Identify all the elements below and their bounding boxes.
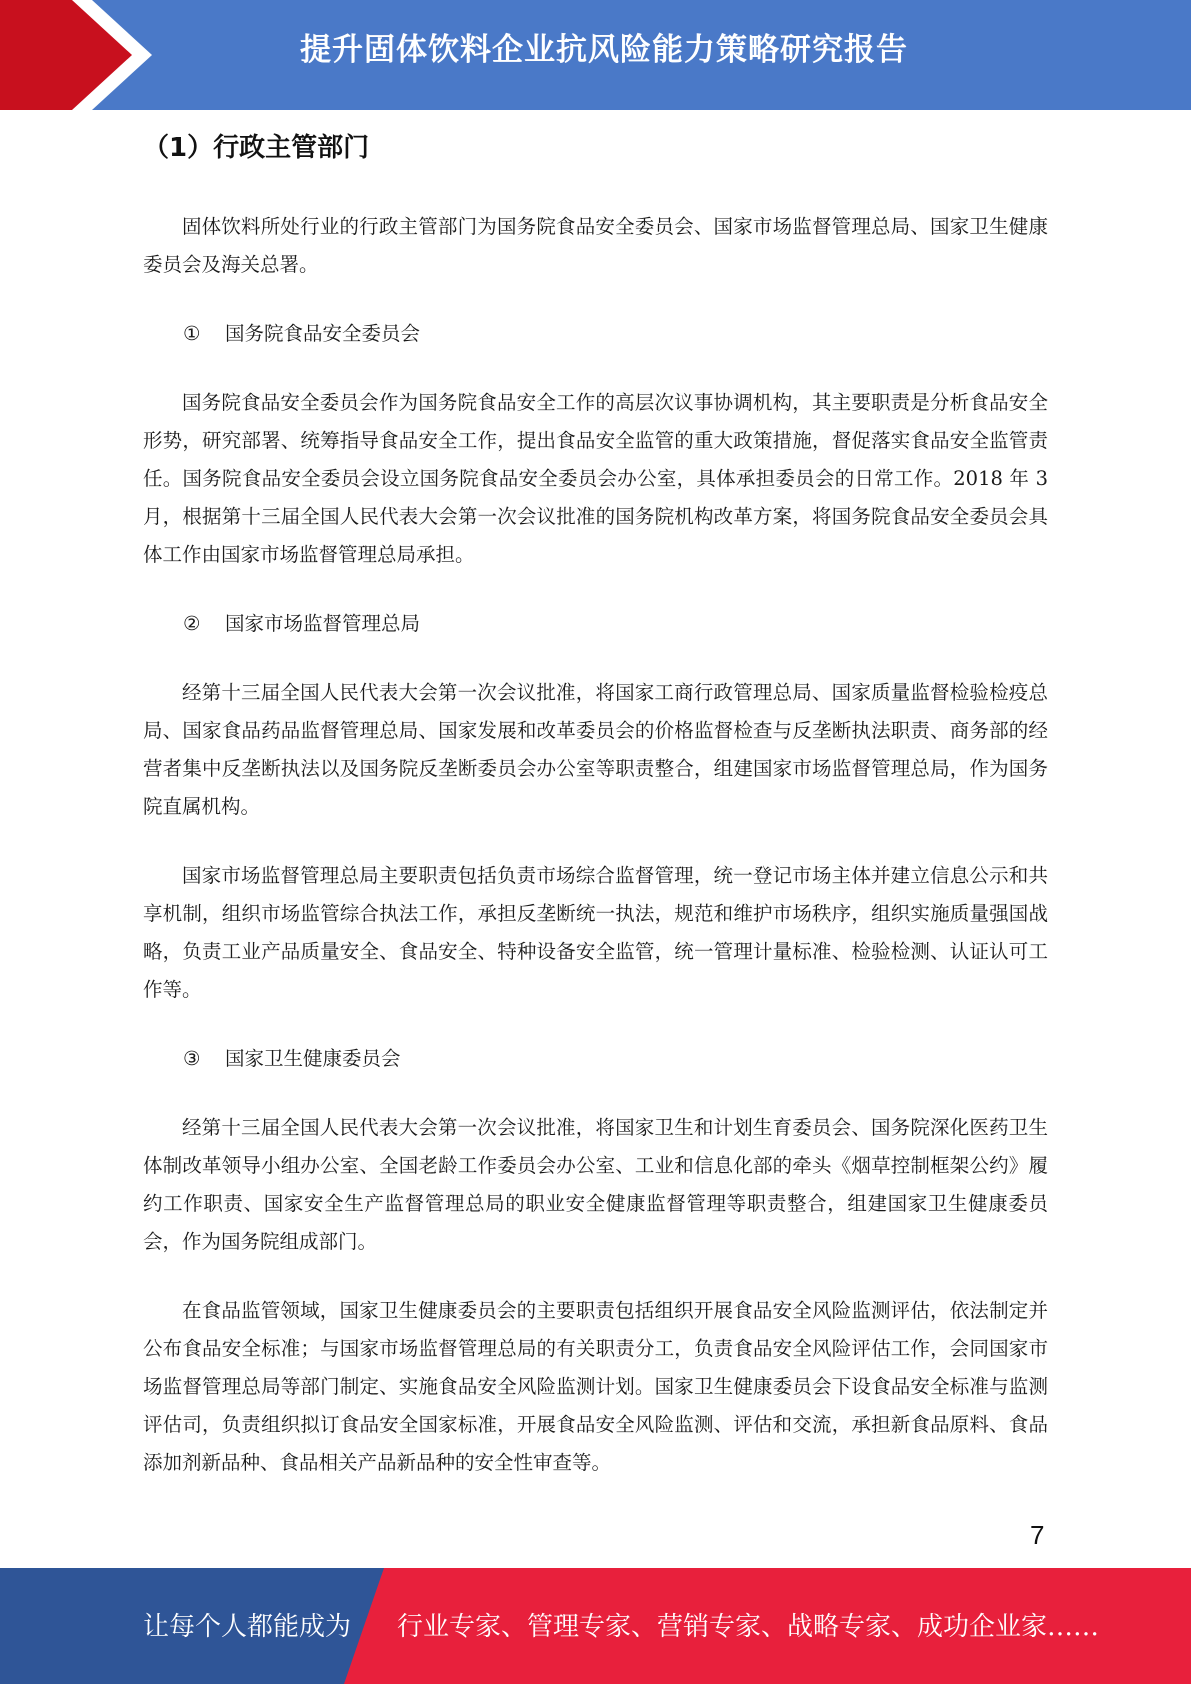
paragraph-nhc-duties: 在食品监管领域，国家卫生健康委员会的主要职责包括组织开展食品安全风险监测评估，依法制定并公布食品安全标准；与国家市场监督管理总局的有关职责分工，负责食品安全风险评估工作，会同国家市场监督管理总局等部门制定、实施食品安全风险监测计划。国家卫生健康委员会下设食品安全标准与监测评估司，负责组织拟订食品安全国家标准，开展食品安全风险监测、评估和交流，承担新食品原料、食品添加剂新品种、食品相关产品新品种的安全性审查等。 bbox=[143, 1299, 1048, 1474]
subheading-samr bbox=[143, 605, 1048, 643]
document-body bbox=[143, 128, 1048, 1513]
footer-slogan-left: 让每个人都能成为 bbox=[143, 1612, 352, 1642]
circled-number-2: ② bbox=[183, 612, 201, 635]
report-title: 提升固体饮料企业抗风险能力策略研究报告 bbox=[300, 32, 908, 68]
subheading-food-safety-commission bbox=[143, 315, 1048, 353]
paragraph-samr-formation: 经第十三届全国人民代表大会第一次会议批准，将国家工商行政管理总局、国家质量监督检验检疫总局、国家食品药品监督管理总局、国家发展和改革委员会的价格监督检查与反垄断执法职责、商务部的经营者集中反垄断执法以及国务院反垄断委员会办公室等职责整合，组建国家市场监督管理总局，作为国务院直属机构。 bbox=[143, 681, 1048, 818]
subheading-label: 国家市场监督管理总局 bbox=[225, 612, 421, 635]
page-footer-banner bbox=[0, 1568, 1191, 1684]
section-heading: （1）行政主管部门 bbox=[143, 133, 370, 163]
paragraph-food-safety-commission: 国务院食品安全委员会作为国务院食品安全工作的高层次议事协调机构，其主要职责是分析食品安全形势，研究部署、统筹指导食品安全工作，提出食品安全监管的重大政策措施，督促落实食品安全监管责任。国务院食品安全委员会设立国务院食品安全委员会办公室，具体承担委员会的日常工作。2018 年 3 月，根据第十三届全国人民代表大会第一次会议批准的国务院机构改革方案，将国务院食品安全委员会具体工作由国家市场监督管理总局承担。 bbox=[143, 391, 1048, 566]
subheading-label: 国家卫生健康委员会 bbox=[225, 1047, 401, 1070]
page-header-banner bbox=[0, 0, 1191, 110]
paragraph-nhc-formation: 经第十三届全国人民代表大会第一次会议批准，将国家卫生和计划生育委员会、国务院深化医药卫生体制改革领导小组办公室、全国老龄工作委员会办公室、工业和信息化部的牵头《烟草控制框架公约》履约工作职责、国家安全生产监督管理总局的职业安全健康监督管理等职责整合，组建国家卫生健康委员会，作为国务院组成部门。 bbox=[143, 1116, 1048, 1253]
paragraph-samr-duties: 国家市场监督管理总局主要职责包括负责市场综合监督管理，统一登记市场主体并建立信息公示和共享机制，组织市场监管综合执法工作，承担反垄断统一执法，规范和维护市场秩序，组织实施质量强国战略，负责工业产品质量安全、食品安全、特种设备安全监管，统一管理计量标准、检验检测、认证认可工作等。 bbox=[143, 864, 1048, 1001]
page-number: 7 bbox=[1030, 1520, 1045, 1550]
subheading-label: 国务院食品安全委员会 bbox=[225, 322, 421, 345]
circled-number-1: ① bbox=[183, 322, 201, 345]
subheading-nhc bbox=[143, 1040, 1048, 1078]
circled-number-3: ③ bbox=[183, 1047, 201, 1070]
footer-slogan-right: 行业专家、管理专家、营销专家、战略专家、成功企业家…… bbox=[397, 1612, 1100, 1642]
paragraph-intro: 固体饮料所处行业的行政主管部门为国务院食品安全委员会、国家市场监督管理总局、国家卫生健康委员会及海关总署。 bbox=[143, 215, 1048, 276]
